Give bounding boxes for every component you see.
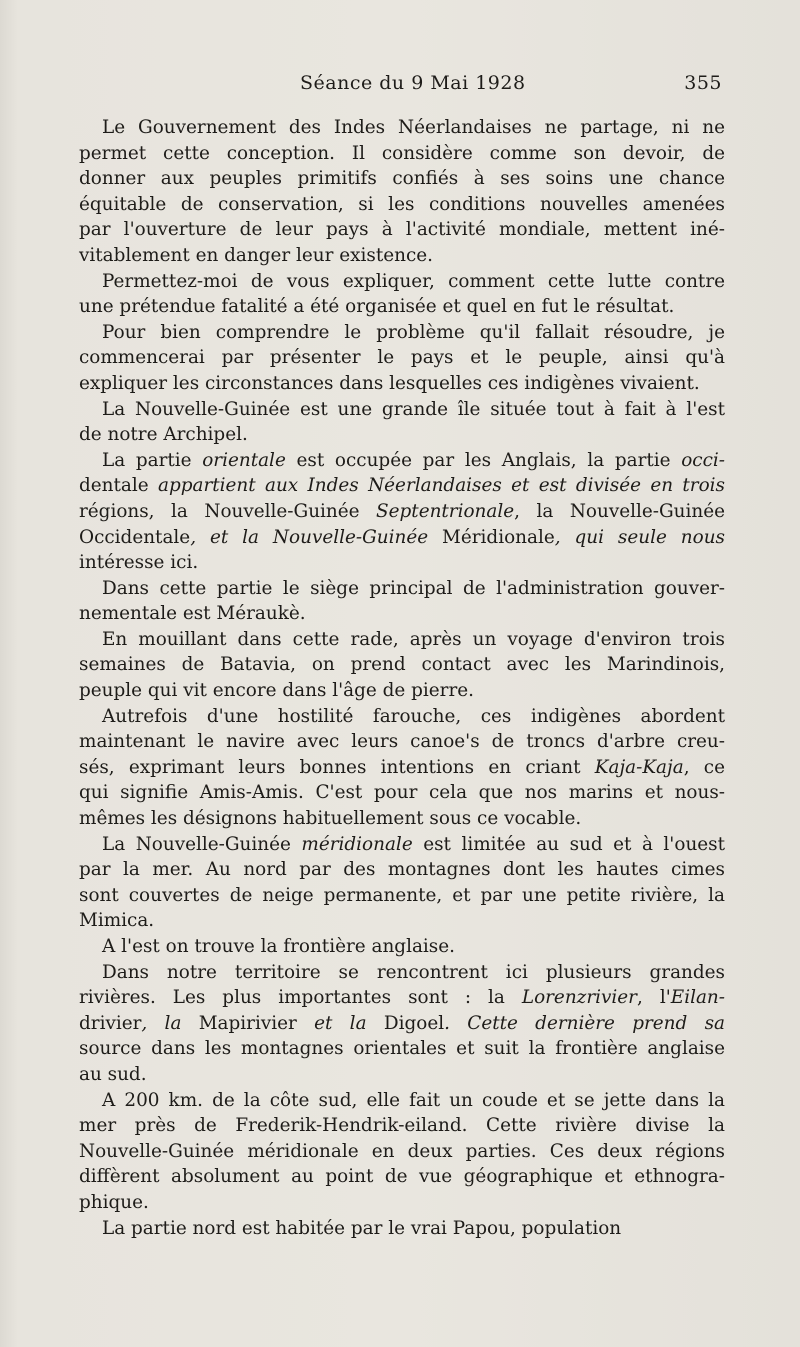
text-run: par l'ouverture de leur pays à l'activité mondiale, mettent iné- <box>79 219 725 241</box>
text-run: , l' <box>636 987 671 1009</box>
text-line <box>79 422 725 448</box>
text-run: par la mer. Au nord par des montagnes dont les hautes cimes <box>79 859 725 881</box>
text-run: A 200 km. de la côte sud, elle fait un coude et se jette dans la <box>102 1089 725 1111</box>
text-run: Dans cette partie le siège principal de l'administration gouver- <box>102 577 725 599</box>
text-line <box>79 1062 725 1088</box>
italic-term: appartient aux Indes Néerlandaises et est divisée en trois <box>148 475 725 497</box>
paragraph <box>79 448 725 576</box>
italic-term: Lorenzrivier <box>521 987 637 1009</box>
paragraph <box>79 704 725 832</box>
text-line <box>79 1216 725 1242</box>
text-line <box>79 934 725 960</box>
text-line <box>79 525 725 551</box>
text-line <box>79 166 725 192</box>
text-run: vitablement en danger leur existence. <box>79 244 433 266</box>
paragraph <box>79 269 725 320</box>
text-run: Mimica. <box>79 910 155 932</box>
text-run: Permettez-moi de vous expliquer, comment cette lutte contre <box>102 270 725 292</box>
text-line <box>79 1164 725 1190</box>
paragraph <box>79 1216 725 1242</box>
text-run: diffèrent absolument au point de vue géographique et ethnogra- <box>79 1166 725 1188</box>
text-run: rivières. Les plus importantes sont : la <box>79 987 522 1009</box>
text-run: commencerai par présenter le pays et le peuple, ainsi qu'à <box>79 347 725 369</box>
text-line <box>79 217 725 243</box>
text-line <box>79 729 725 755</box>
text-run: sont couvertes de neige permanente, et par une petite rivière, la <box>79 884 725 906</box>
text-line <box>79 1190 725 1216</box>
text-line <box>79 576 725 602</box>
text-line <box>79 1088 725 1114</box>
text-run: une prétendue fatalité a été organisée et quel en fut le résultat. <box>79 296 675 318</box>
text-run: mêmes les désignons habituellement sous ce vocable. <box>79 808 582 830</box>
text-run: permet cette conception. Il considère comme son devoir, de <box>79 142 725 164</box>
text-run: La Nouvelle-Guinée est une grande île située tout à fait à l'est <box>102 398 725 420</box>
text-run: La partie nord est habitée par le vrai Papou, population <box>102 1217 622 1239</box>
paragraph <box>79 576 725 627</box>
italic-term: Septentrionale <box>376 500 515 522</box>
text-line <box>79 755 725 781</box>
paragraph <box>79 1088 725 1216</box>
paragraph <box>79 115 725 269</box>
text-run: équitable de conservation, si les conditions nouvelles amenées <box>79 193 725 215</box>
text-run: Nouvelle-Guinée méridionale en deux parties. Ces deux régions <box>79 1140 725 1162</box>
text-run: A l'est on trouve la frontière anglaise. <box>102 936 455 957</box>
text-run: , ce <box>683 756 725 778</box>
text-line <box>79 141 725 167</box>
text-run: , la Nouvelle-Guinée <box>514 500 725 522</box>
text-line <box>79 1139 725 1165</box>
paragraph <box>79 627 725 704</box>
text-run: intéresse ici. <box>79 552 199 574</box>
text-run: Digoel <box>383 1012 445 1034</box>
text-line <box>79 1113 725 1139</box>
text-line <box>79 780 725 806</box>
paragraph <box>79 832 725 934</box>
text-line <box>79 960 725 986</box>
text-line <box>79 627 725 653</box>
text-line <box>79 832 725 858</box>
italic-term: orientale <box>202 449 286 471</box>
text-line <box>79 294 725 320</box>
text-run: Pour bien comprendre le problème qu'il fallait résoudre, je <box>102 321 725 343</box>
text-run: source dans les montagnes orientales et suit la frontière anglaise <box>79 1038 725 1060</box>
text-line <box>79 550 725 576</box>
text-line <box>79 243 725 269</box>
text-run: est limitée au sud et à l'ouest <box>412 833 725 855</box>
text-line <box>79 269 725 295</box>
text-line <box>79 499 725 525</box>
text-line <box>79 908 725 934</box>
text-run: Le Gouvernement des Indes Néerlandaises ne partage, ni ne <box>102 117 725 138</box>
italic-term: . Cette dernière prend sa <box>444 1012 725 1034</box>
text-run: Mapirivier <box>198 1012 297 1034</box>
text-run: qui signifie Amis-Amis. C'est pour cela que nos marins et nous- <box>79 782 725 804</box>
text-run: dentale <box>79 475 149 497</box>
text-run: Méridionale <box>442 526 555 548</box>
text-run: semaines de Batavia, on prend contact avec les Marindinois, <box>79 654 725 676</box>
text-run: Autrefois d'une hostilité farouche, ces indigènes abordent <box>102 705 725 727</box>
italic-term: méridionale <box>301 833 413 855</box>
text-line <box>79 1036 725 1062</box>
italic-term: Eilan- <box>670 987 725 1009</box>
text-line <box>79 652 725 678</box>
italic-term: , et la Nouvelle-Guinée <box>190 526 443 548</box>
italic-term: et la <box>296 1012 384 1034</box>
paragraph <box>79 934 725 960</box>
text-run: La partie <box>102 449 203 471</box>
text-line <box>79 601 725 627</box>
text-run: régions, la Nouvelle-Guinée <box>79 500 377 522</box>
text-line <box>79 345 725 371</box>
text-line <box>79 857 725 883</box>
paragraph <box>79 320 725 397</box>
text-run: expliquer les circonstances dans lesquelles ces indigènes vivaient. <box>79 372 700 394</box>
text-run: La Nouvelle-Guinée <box>102 833 302 855</box>
text-line <box>79 883 725 909</box>
text-run: est occupée par les Anglais, la partie <box>285 449 682 471</box>
text-run: mer près de Frederik-Hendrik-eiland. Cette rivière divise la <box>79 1115 725 1137</box>
body-text <box>79 115 725 1241</box>
text-line <box>79 397 725 423</box>
text-run: drivier <box>79 1012 142 1034</box>
text-line <box>79 473 725 499</box>
italic-term: Kaja-Kaja <box>594 756 684 778</box>
text-run: Dans notre territoire se rencontrent ici plusieurs grandes <box>102 961 725 983</box>
paragraph <box>79 960 725 1088</box>
text-run: au sud. <box>79 1063 147 1085</box>
text-run: maintenant le navire avec leurs canoe's de troncs d'arbre creu- <box>79 731 725 753</box>
text-line <box>79 371 725 397</box>
text-run: de notre Archipel. <box>79 424 248 446</box>
text-line <box>79 192 725 218</box>
paragraph <box>79 397 725 448</box>
text-line <box>79 1011 725 1037</box>
text-line <box>79 115 725 141</box>
text-line <box>79 806 725 832</box>
text-run: Occidentale <box>79 526 191 548</box>
text-run: phique. <box>79 1191 149 1213</box>
running-title: Séance du 9 Mai 1928 <box>300 72 526 94</box>
text-run: En mouillant dans cette rade, après un voyage d'environ trois <box>102 628 725 650</box>
italic-term: , qui seule nous <box>554 526 725 548</box>
text-line <box>79 704 725 730</box>
page-number: 355 <box>684 72 722 94</box>
page-header <box>0 72 800 102</box>
text-line <box>79 448 725 474</box>
text-line <box>79 320 725 346</box>
italic-term: occi- <box>681 449 725 471</box>
text-run: peuple qui vit encore dans l'âge de pierre. <box>79 680 474 702</box>
text-run: sés, exprimant leurs bonnes intentions en criant <box>79 756 595 778</box>
text-line <box>79 678 725 704</box>
text-run: donner aux peuples primitifs confiés à ses soins une chance <box>79 168 725 190</box>
text-run: nementale est Méraukè. <box>79 603 306 625</box>
text-line <box>79 985 725 1011</box>
italic-term: , la <box>141 1012 199 1034</box>
